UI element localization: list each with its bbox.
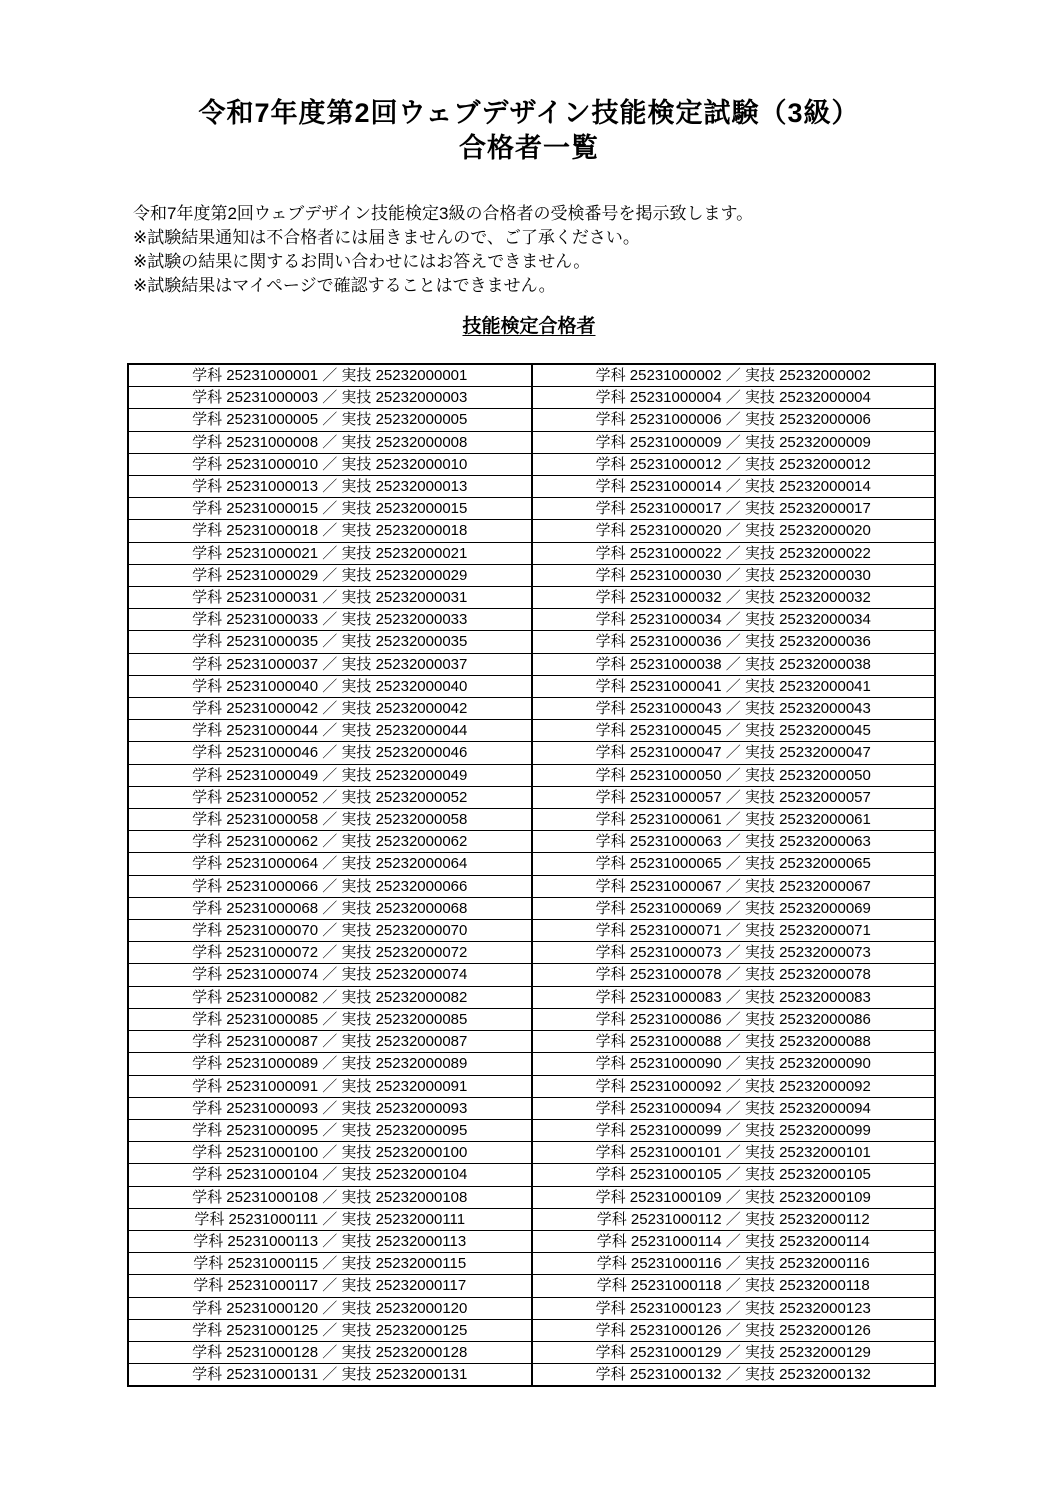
result-cell-right: 学科 25231000043 ／ 実技 25232000043 <box>532 698 936 720</box>
result-cell-left: 学科 25231000052 ／ 実技 25232000052 <box>128 786 532 808</box>
result-cell-left: 学科 25231000100 ／ 実技 25232000100 <box>128 1142 532 1164</box>
result-cell-right: 学科 25231000092 ／ 実技 25232000092 <box>532 1075 936 1097</box>
page-title-line2: 合格者一覧 <box>459 133 599 163</box>
result-cell-right: 学科 25231000101 ／ 実技 25232000101 <box>532 1142 936 1164</box>
table-row <box>128 1075 935 1097</box>
table-row <box>128 1341 935 1363</box>
result-cell-right: 学科 25231000073 ／ 実技 25232000073 <box>532 942 936 964</box>
table-row <box>128 742 935 764</box>
result-cell-left: 学科 25231000087 ／ 実技 25232000087 <box>128 1031 532 1053</box>
result-cell-right: 学科 25231000112 ／ 実技 25232000112 <box>532 1208 936 1230</box>
result-cell-left: 学科 25231000113 ／ 実技 25232000113 <box>128 1230 532 1252</box>
result-cell-right: 学科 25231000088 ／ 実技 25232000088 <box>532 1031 936 1053</box>
result-cell-right: 学科 25231000017 ／ 実技 25232000017 <box>532 498 936 520</box>
table-row <box>128 1275 935 1297</box>
result-cell-left: 学科 25231000093 ／ 実技 25232000093 <box>128 1097 532 1119</box>
table-row <box>128 831 935 853</box>
results-table <box>127 363 936 1387</box>
page-title-line1: 令和7年度第2回ウェブデザイン技能検定試験（3級） <box>198 98 860 128</box>
result-cell-left: 学科 25231000108 ／ 実技 25232000108 <box>128 1186 532 1208</box>
table-row <box>128 1053 935 1075</box>
result-cell-right: 学科 25231000041 ／ 実技 25232000041 <box>532 675 936 697</box>
table-row <box>128 698 935 720</box>
result-cell-right: 学科 25231000105 ／ 実技 25232000105 <box>532 1164 936 1186</box>
section-header-label: 技能検定合格者 <box>462 316 596 337</box>
table-row <box>128 1097 935 1119</box>
result-cell-right: 学科 25231000004 ／ 実技 25232000004 <box>532 387 936 409</box>
result-cell-left: 学科 25231000035 ／ 実技 25232000035 <box>128 631 532 653</box>
table-row <box>128 809 935 831</box>
result-cell-right: 学科 25231000036 ／ 実技 25232000036 <box>532 631 936 653</box>
result-cell-right: 学科 25231000009 ／ 実技 25232000009 <box>532 431 936 453</box>
result-cell-right: 学科 25231000032 ／ 実技 25232000032 <box>532 587 936 609</box>
intro-text-block <box>133 202 1058 298</box>
result-cell-left: 学科 25231000005 ／ 実技 25232000005 <box>128 409 532 431</box>
table-row <box>128 564 935 586</box>
table-row <box>128 1208 935 1230</box>
table-row <box>128 520 935 542</box>
result-cell-right: 学科 25231000002 ／ 実技 25232000002 <box>532 364 936 387</box>
result-cell-left: 学科 25231000031 ／ 実技 25232000031 <box>128 587 532 609</box>
result-cell-right: 学科 25231000014 ／ 実技 25232000014 <box>532 476 936 498</box>
result-cell-right: 学科 25231000045 ／ 実技 25232000045 <box>532 720 936 742</box>
table-row <box>128 498 935 520</box>
table-row <box>128 631 935 653</box>
result-cell-left: 学科 25231000033 ／ 実技 25232000033 <box>128 609 532 631</box>
result-cell-left: 学科 25231000001 ／ 実技 25232000001 <box>128 364 532 387</box>
table-row <box>128 453 935 475</box>
table-row <box>128 364 935 387</box>
result-cell-left: 学科 25231000003 ／ 実技 25232000003 <box>128 387 532 409</box>
result-cell-left: 学科 25231000021 ／ 実技 25232000021 <box>128 542 532 564</box>
table-row <box>128 1364 935 1387</box>
result-cell-left: 学科 25231000058 ／ 実技 25232000058 <box>128 809 532 831</box>
result-cell-left: 学科 25231000066 ／ 実技 25232000066 <box>128 875 532 897</box>
table-row <box>128 1297 935 1319</box>
table-row <box>128 942 935 964</box>
table-row <box>128 875 935 897</box>
table-row <box>128 964 935 986</box>
result-cell-right: 学科 25231000065 ／ 実技 25232000065 <box>532 853 936 875</box>
table-row <box>128 853 935 875</box>
result-cell-right: 学科 25231000012 ／ 実技 25232000012 <box>532 453 936 475</box>
table-row <box>128 986 935 1008</box>
result-cell-left: 学科 25231000070 ／ 実技 25232000070 <box>128 920 532 942</box>
result-cell-right: 学科 25231000129 ／ 実技 25232000129 <box>532 1341 936 1363</box>
result-cell-right: 学科 25231000038 ／ 実技 25232000038 <box>532 653 936 675</box>
result-cell-right: 学科 25231000118 ／ 実技 25232000118 <box>532 1275 936 1297</box>
result-cell-left: 学科 25231000072 ／ 実技 25232000072 <box>128 942 532 964</box>
intro-note-3: ※試験結果はマイページで確認することはできません。 <box>133 276 556 295</box>
result-cell-right: 学科 25231000050 ／ 実技 25232000050 <box>532 764 936 786</box>
table-row <box>128 1008 935 1030</box>
result-cell-left: 学科 25231000068 ／ 実技 25232000068 <box>128 897 532 919</box>
table-row <box>128 587 935 609</box>
result-cell-left: 学科 25231000125 ／ 実技 25232000125 <box>128 1319 532 1341</box>
result-cell-left: 学科 25231000085 ／ 実技 25232000085 <box>128 1008 532 1030</box>
table-row <box>128 431 935 453</box>
table-row <box>128 387 935 409</box>
result-cell-left: 学科 25231000029 ／ 実技 25232000029 <box>128 564 532 586</box>
table-row <box>128 609 935 631</box>
table-row <box>128 542 935 564</box>
result-cell-right: 学科 25231000116 ／ 実技 25232000116 <box>532 1253 936 1275</box>
table-row <box>128 1119 935 1141</box>
result-cell-right: 学科 25231000020 ／ 実技 25232000020 <box>532 520 936 542</box>
result-cell-left: 学科 25231000049 ／ 実技 25232000049 <box>128 764 532 786</box>
intro-note-1: ※試験結果通知は不合格者には届きませんので、ご了承ください。 <box>133 228 640 247</box>
table-row <box>128 409 935 431</box>
result-cell-right: 学科 25231000071 ／ 実技 25232000071 <box>532 920 936 942</box>
result-cell-right: 学科 25231000078 ／ 実技 25232000078 <box>532 964 936 986</box>
result-cell-left: 学科 25231000010 ／ 実技 25232000010 <box>128 453 532 475</box>
result-cell-left: 学科 25231000082 ／ 実技 25232000082 <box>128 986 532 1008</box>
result-cell-right: 学科 25231000069 ／ 実技 25232000069 <box>532 897 936 919</box>
table-row <box>128 1186 935 1208</box>
result-cell-left: 学科 25231000128 ／ 実技 25232000128 <box>128 1341 532 1363</box>
page-title <box>0 0 1058 166</box>
result-cell-right: 学科 25231000099 ／ 実技 25232000099 <box>532 1119 936 1141</box>
result-cell-right: 学科 25231000030 ／ 実技 25232000030 <box>532 564 936 586</box>
table-row <box>128 920 935 942</box>
result-cell-right: 学科 25231000132 ／ 実技 25232000132 <box>532 1364 936 1387</box>
intro-line: 令和7年度第2回ウェブデザイン技能検定3級の合格者の受検番号を掲示致します。 <box>133 204 754 223</box>
result-cell-left: 学科 25231000111 ／ 実技 25232000111 <box>128 1208 532 1230</box>
table-row <box>128 764 935 786</box>
result-cell-left: 学科 25231000115 ／ 実技 25232000115 <box>128 1253 532 1275</box>
result-cell-left: 学科 25231000046 ／ 実技 25232000046 <box>128 742 532 764</box>
result-cell-left: 学科 25231000091 ／ 実技 25232000091 <box>128 1075 532 1097</box>
result-cell-left: 学科 25231000120 ／ 実技 25232000120 <box>128 1297 532 1319</box>
result-cell-left: 学科 25231000018 ／ 実技 25232000018 <box>128 520 532 542</box>
result-cell-left: 学科 25231000074 ／ 実技 25232000074 <box>128 964 532 986</box>
result-cell-right: 学科 25231000063 ／ 実技 25232000063 <box>532 831 936 853</box>
result-cell-left: 学科 25231000037 ／ 実技 25232000037 <box>128 653 532 675</box>
result-cell-left: 学科 25231000015 ／ 実技 25232000015 <box>128 498 532 520</box>
result-cell-right: 学科 25231000083 ／ 実技 25232000083 <box>532 986 936 1008</box>
table-row <box>128 720 935 742</box>
section-header <box>0 311 1058 338</box>
result-cell-right: 学科 25231000123 ／ 実技 25232000123 <box>532 1297 936 1319</box>
table-row <box>128 1230 935 1252</box>
table-row <box>128 675 935 697</box>
result-cell-left: 学科 25231000042 ／ 実技 25232000042 <box>128 698 532 720</box>
table-row <box>128 476 935 498</box>
result-cell-right: 学科 25231000067 ／ 実技 25232000067 <box>532 875 936 897</box>
result-cell-left: 学科 25231000044 ／ 実技 25232000044 <box>128 720 532 742</box>
result-cell-left: 学科 25231000013 ／ 実技 25232000013 <box>128 476 532 498</box>
table-row <box>128 1142 935 1164</box>
result-cell-right: 学科 25231000114 ／ 実技 25232000114 <box>532 1230 936 1252</box>
result-cell-right: 学科 25231000022 ／ 実技 25232000022 <box>532 542 936 564</box>
result-cell-right: 学科 25231000061 ／ 実技 25232000061 <box>532 809 936 831</box>
result-cell-left: 学科 25231000008 ／ 実技 25232000008 <box>128 431 532 453</box>
table-row <box>128 1253 935 1275</box>
result-cell-right: 学科 25231000094 ／ 実技 25232000094 <box>532 1097 936 1119</box>
result-cell-right: 学科 25231000006 ／ 実技 25232000006 <box>532 409 936 431</box>
table-row <box>128 1164 935 1186</box>
results-table-body <box>128 364 935 1386</box>
result-cell-right: 学科 25231000126 ／ 実技 25232000126 <box>532 1319 936 1341</box>
table-row <box>128 786 935 808</box>
result-cell-right: 学科 25231000090 ／ 実技 25232000090 <box>532 1053 936 1075</box>
result-cell-left: 学科 25231000089 ／ 実技 25232000089 <box>128 1053 532 1075</box>
result-cell-right: 学科 25231000086 ／ 実技 25232000086 <box>532 1008 936 1030</box>
table-row <box>128 1031 935 1053</box>
result-cell-right: 学科 25231000047 ／ 実技 25232000047 <box>532 742 936 764</box>
result-cell-left: 学科 25231000064 ／ 実技 25232000064 <box>128 853 532 875</box>
intro-note-2: ※試験の結果に関するお問い合わせにはお答えできません。 <box>133 252 591 271</box>
table-row <box>128 897 935 919</box>
table-row <box>128 1319 935 1341</box>
result-cell-left: 学科 25231000131 ／ 実技 25232000131 <box>128 1364 532 1387</box>
result-cell-right: 学科 25231000034 ／ 実技 25232000034 <box>532 609 936 631</box>
result-cell-left: 学科 25231000062 ／ 実技 25232000062 <box>128 831 532 853</box>
result-cell-left: 学科 25231000040 ／ 実技 25232000040 <box>128 675 532 697</box>
result-cell-left: 学科 25231000095 ／ 実技 25232000095 <box>128 1119 532 1141</box>
result-cell-left: 学科 25231000117 ／ 実技 25232000117 <box>128 1275 532 1297</box>
result-cell-right: 学科 25231000109 ／ 実技 25232000109 <box>532 1186 936 1208</box>
result-cell-right: 学科 25231000057 ／ 実技 25232000057 <box>532 786 936 808</box>
table-row <box>128 653 935 675</box>
result-cell-left: 学科 25231000104 ／ 実技 25232000104 <box>128 1164 532 1186</box>
